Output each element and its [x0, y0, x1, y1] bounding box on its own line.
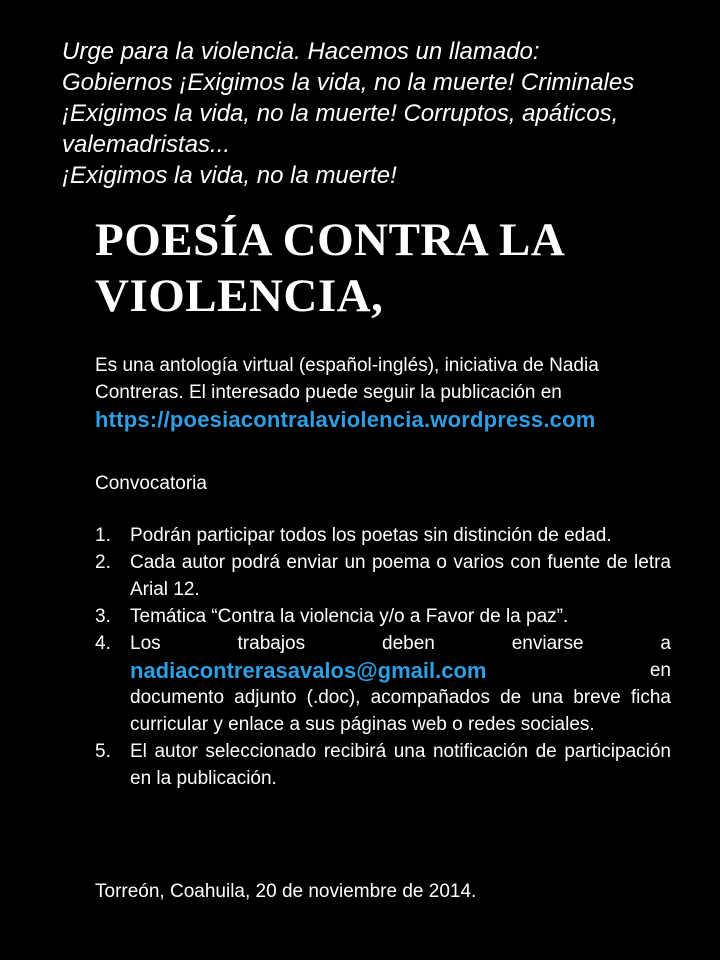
intro-line: Urge para la violencia. Hacemos un llamado: [62, 38, 540, 65]
list-item [95, 630, 671, 738]
rule-text: en [649, 660, 671, 681]
rule-text: documento adjunto (.doc), acompañados de una breve ficha curricular y enlace a sus páginas web o redes sociales. [130, 687, 671, 735]
description-line-2: Contreras. El interesado puede seguir la publicación en [95, 382, 562, 403]
page-title [95, 212, 695, 324]
intro-line: Gobiernos ¡Exigimos la vida, no la muerte! Criminales [62, 69, 635, 96]
rule-4-first-line [130, 630, 671, 657]
email-link[interactable]: nadiacontrerasavalos@gmail.com [130, 658, 487, 683]
rule-word: a [660, 633, 671, 654]
list-item [95, 522, 671, 549]
rule-text: Podrán participar todos los poetas sin distinción de edad. [130, 525, 612, 546]
description [95, 352, 671, 433]
website-link[interactable]: https://poesiacontralaviolencia.wordpress.com [95, 407, 596, 432]
list-number: 3. [95, 606, 111, 627]
rule-word: deben [382, 633, 435, 654]
description-line-1: Es una antología virtual (español-inglés), iniciativa de Nadia [95, 355, 599, 376]
intro-line: ¡Exigimos la vida, no la muerte! Corruptos, apáticos, [62, 100, 619, 127]
date-line: Torreón, Coahuila, 20 de noviembre de 2014. [95, 881, 477, 902]
list-item [95, 603, 671, 630]
rule-text: Cada autor podrá enviar un poema o varios con fuente de letra Arial 12. [130, 552, 671, 600]
rule-4-email-line [130, 657, 671, 684]
intro-text [62, 36, 702, 191]
list-number: 1. [95, 525, 111, 546]
rules-list [95, 522, 671, 792]
title-line-2: VIOLENCIA, [95, 270, 384, 322]
rule-word: Los [130, 633, 161, 654]
rule-word: enviarse [511, 633, 584, 654]
list-number: 4. [95, 633, 111, 654]
list-number: 5. [95, 741, 111, 762]
list-number: 2. [95, 552, 111, 573]
intro-line: valemadristas... [62, 131, 231, 158]
list-item [95, 738, 671, 792]
rule-text: Temática “Contra la violencia y/o a Favor de la paz”. [130, 606, 569, 627]
title-line-1: POESÍA CONTRA LA [95, 214, 566, 266]
convocatoria-heading: Convocatoria [95, 473, 207, 494]
rule-text: El autor seleccionado recibirá una notificación de participación en la publicación. [130, 741, 671, 789]
list-item [95, 549, 671, 603]
intro-line: ¡Exigimos la vida, no la muerte! [62, 162, 397, 189]
rule-word: trabajos [237, 633, 306, 654]
